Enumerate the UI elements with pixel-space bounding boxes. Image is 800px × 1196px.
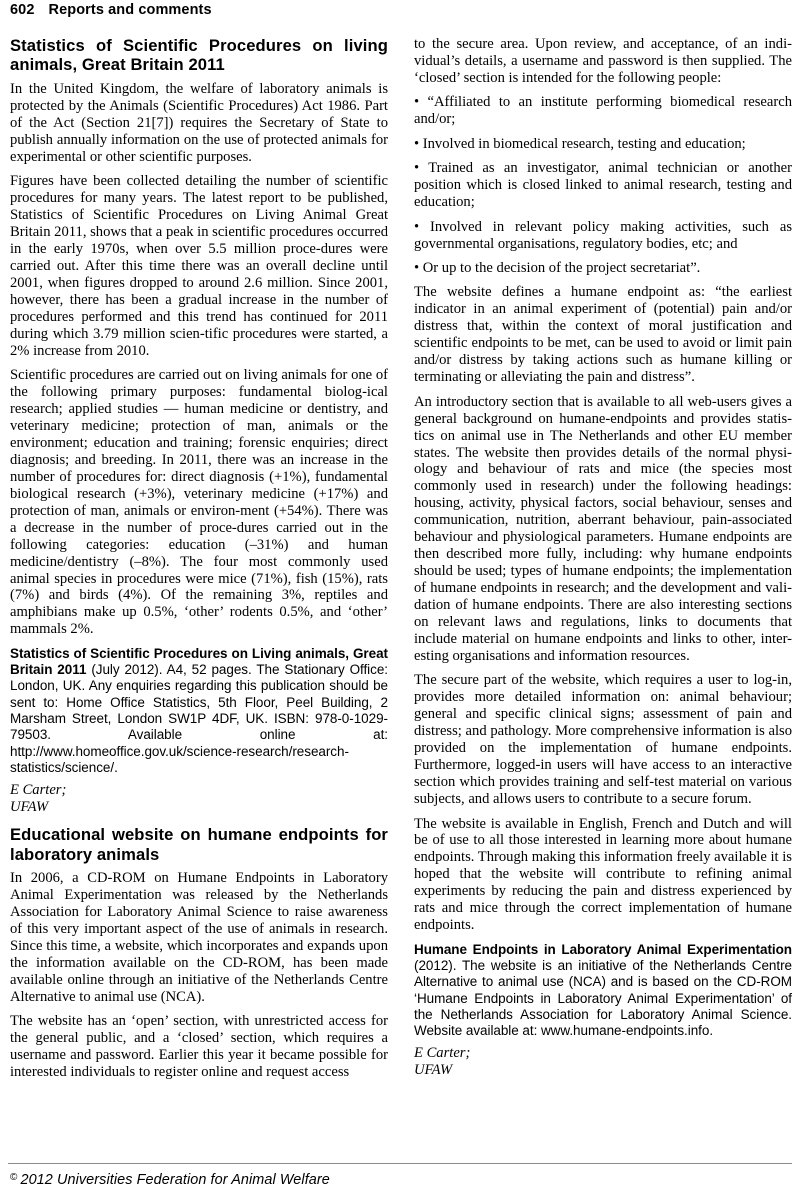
article-2-citation-details: (2012). The website is an initiative of the Netherlands Centre Alternative to animal use (NCA) and is based on the CD-ROM ‘Humane Endpoints in Laboratory Animal Experimentation’ of the Netherlands Association for Laboratory Animal Science. Website available at: www.humane-endpoints.info. [414,958,792,1039]
right-column [414,36,792,1156]
article-2-byline [414,1045,792,1078]
article-1-byline [10,782,388,815]
article-2-affiliation: UFAW [414,1062,453,1079]
footer-divider [8,1163,792,1164]
bullet-item: • Trained as an investigator, animal technician or another position which is closed linked to animal research, testing and education; [414,160,792,211]
article-2-paragraph-6: The website is available in English, French and Dutch and will be of use to all those interested in learning more about humane endpoints. Through making this information freely available it is hoped that the website will contribute to refining animal experiments by reducing the pain and distress experienced by rats and mice through the correct implementation of humane endpoints. [414,815,792,934]
article-1-paragraph-3: Scientific procedures are carried out on living animals for one of the following primary purposes: fundamental biolog-ical research; applied studies — human medicine or dentistry, and veterinary medicine; protection of man, animals or the environment; education and training; forensic enquiries; direct diagnosis; and breeding. In 2011, there was an increase in the number of procedures for: direct diagnosis (+1%), fundamental biological research (+3%), veterinary medicine (+17%) and protection of man, animals or environ-ment (+54%). There was a decrease in the number of proce-dures carried out in the following categories: education (–31%) and human medicine/dentistry (–8%). The four most commonly used animal species in procedures were mice (71%), fish (15%), rats (7%) and birds (4%). Of the remaining 3%, reptiles and amphibians make up 0.5%, ‘other’ rodents 0.5%, and ‘other’ mammals 2%. [10,367,388,638]
article-1-citation-title: Statistics of Scientific Procedures on Living animals, Great Britain 2011 [10,645,388,678]
article-2-citation [414,942,792,1040]
bullet-item: • Or up to the decision of the project secretariat”. [414,259,701,276]
article-1-paragraph-1: In the United Kingdom, the welfare of laboratory animals is protected by the Animals (Scientific Procedures) Act 1986. Part of the Act (Section 21[7]) requires the Secretary of State to publish annually information on the use of protected animals for experimental or other scientific purposes. [10,80,388,165]
footer-copyright [10,1172,330,1188]
page-number: 602 [10,2,35,18]
article-1-citation [10,646,388,776]
article-1-citation-details: (July 2012). A4, 52 pages. The Stationary Office: London, UK. Any enquiries regarding this publication should be sent to: Home Office Statistics, 5th Floor, Peel Building, 2 Marsham Street, London SW1P 4DF, UK. ISBN: 978-0-1029-79503. Available online at: http://www.homeoffice.gov.uk/science-research/research-statistics/science/. [10,662,388,775]
article-2-continuation: to the secure area. Upon review, and acceptance, of an indi-vidual’s details, a username and password is then supplied. The ‘closed’ section is intended for the following people: [414,36,792,86]
article-2-title: Educational website on humane endpoints for laboratory animals [10,825,388,864]
bullet-item: • Involved in biomedical research, testing and education; [414,135,746,152]
article-2-paragraph-3: The website defines a humane endpoint as: “the earliest indicator in an animal experiment of (potential) pain and/or distress that, within the context of moral justification and scientific endpoints to be met, can be used to avoid or limit pain and/or distress by taking actions such as humane killing or terminating or alleviating the pain and distress”. [414,284,792,386]
footer-copyright-text: 2012 Universities Federation for Animal Welfare [20,1172,330,1188]
copyright-icon: © [10,1172,18,1183]
two-column-body [10,36,792,1156]
article-1-author: E Carter; [10,782,67,799]
bullet-item: • Involved in relevant policy making activities, such as governmental organisations, regulatory bodies, etc; and [414,218,792,252]
article-1-paragraph-2: Figures have been collected detailing the number of scientific procedures for many years. The latest report to be published, Statistics of Scientific Procedures on Living Animal Great Britain 2011, shows that a peak in scientific procedures occurred in the early 1970s, when over 5.5 million proce-dures were carried out. After this time there was an overall decline until 2001, when figures dropped to around 2.6 million. Since 2001, however, there has been a gradual increase in the number of procedures performed and this trend has continued for 2011 during which 3.79 million scien-tific procedures were started, a 2% increase from 2010. [10,173,388,359]
article-2-citation-title: Humane Endpoints in Laboratory Animal Experimentation [414,941,792,957]
article-2-paragraph-4: An introductory section that is available to all web-users gives a general background on humane-endpoints and provides statis-tics on animal use in The Netherlands and other EU member states. The website then provides details of the normal physi-ology and behaviour of rats and mice (the species most commonly used in research) under the following headings: housing, activity, physical factors, social behaviour, senses and communication, nutrition, aberrant behaviour, pain-associated behaviour and physiological parameters. Humane endpoints are then described more fully, including: why humane endpoints should be used; types of humane endpoints; the implementation of humane endpoints in research; and the development and vali-dation of humane endpoints. There are also interesting sections on relevant laws and regulations, links to documents that include material on humane endpoints and links to other, inter-esting organisations and information resources. [414,393,792,664]
article-1-title: Statistics of Scientific Procedures on living animals, Great Britain 2011 [10,36,388,75]
left-column [10,36,388,1156]
article-2-paragraph-5: The secure part of the website, which requires a user to log-in, provides more detailed information on: animal behaviour; general and specific clinical signs; assessment of pain and distress; and pathology. More comprehensive information is also provided on the implementation of humane endpoints. Furthermore, logged-in users will have access to an interactive section which provides training and self-test material on various subjects, and allows users to contribute to a secure forum. [414,672,792,808]
running-title: Reports and comments [48,2,212,18]
article-2-author: E Carter; [414,1045,471,1062]
bullet-item: • “Affiliated to an institute performing biomedical research and/or; [414,94,792,128]
article-2-paragraph-2: The website has an ‘open’ section, with unrestricted access for the general public, and a ‘closed’ section, which requires a username and password. Earlier this year it became possible for interested individuals to register online and request access [10,1013,388,1081]
article-2-paragraph-1: In 2006, a CD-ROM on Humane Endpoints in Laboratory Animal Experimentation was released by the Netherlands Association for Laboratory Animal Science to raise awareness of this very important aspect of the use of animals in research. Since this time, a website, which incorporates and expands upon the information available on the CD-ROM, has been made available online through an initiative of the Netherlands Centre Alternative to animal use (NCA). [10,870,388,1005]
article-1-affiliation: UFAW [10,798,49,815]
running-head [10,2,212,18]
